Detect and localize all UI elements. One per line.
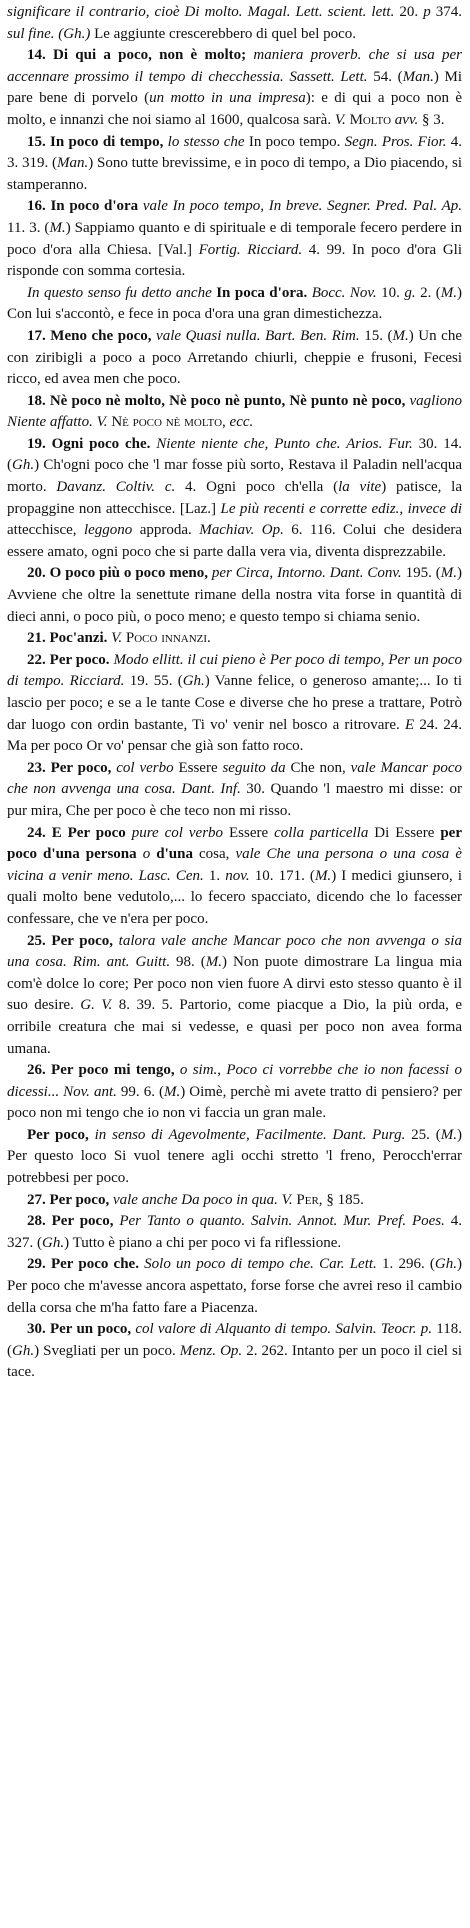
text-run: 6. 116. Colui che desidera essere amato, ogni poco che si parte dalla vera via, diventa disprezzabile. — [7, 522, 463, 560]
text-run: 28. Per poco, — [27, 1213, 120, 1230]
text-run: Per poco, — [27, 1126, 95, 1143]
text-run: vale In poco tempo, In breve. Segner. Pred. Pal. Ap. — [142, 198, 462, 215]
text-run: ) Per questo loco Si vuol tenere agli occhi stretto 'l freno, Perocch'errar potrebbesi per poco. — [7, 1126, 462, 1187]
text-run: Gh. — [42, 1234, 65, 1251]
text-run: ) Non puote dimostrare La lingua mia com'è dolce lo core; Per poco non vien fuore A dirvi esto stesso quanto è il suo desire. — [7, 954, 462, 1014]
text-run: Bocc. Nov. — [311, 284, 382, 301]
entry-paragraph — [7, 758, 462, 823]
text-run: M. — [314, 867, 332, 884]
entry-paragraph — [7, 823, 462, 931]
text-run: pure col verbo — [131, 824, 229, 841]
text-run: 1. — [208, 867, 226, 884]
text-run: significare il contrario, cioè Di molto. Magal. Lett. scient. lett. — [7, 4, 400, 20]
text-run: col valore di Alquanto di tempo. Salvin. Teocr. p. — [135, 1321, 437, 1338]
text-run: ) Un che con ziribigli a poco a poco Arretando chiurli, cheppie e frusoni, Fecesi ricco, ed avea men che poco. — [7, 327, 463, 388]
text-run: M. — [49, 219, 66, 236]
text-run: approda. — [139, 522, 200, 539]
text-run: Segn. Pros. Fior. — [344, 133, 451, 150]
text-run: Le aggiunte crescerebbero di quel bel poco. — [94, 25, 357, 42]
text-run: 8. 39. 5. Partorio, come piacque a Dio, la più orda, e orribile creatura che mai si vedesse, e quasi per poco non avea forma umana. — [7, 997, 463, 1057]
text-run: Menz. Op. — [179, 1342, 247, 1359]
text-run: 24. E Per poco — [27, 824, 132, 841]
text-run: colla particella — [274, 824, 375, 841]
text-run: 22. Per poco. — [27, 651, 114, 668]
text-run: Che non, — [290, 759, 351, 776]
text-run: Man. — [57, 155, 89, 172]
text-run: 15. ( — [364, 327, 393, 344]
entry-paragraph — [7, 326, 462, 391]
entry-paragraph — [7, 45, 462, 131]
text-run: 25. Per poco, — [27, 932, 119, 949]
entry-paragraph — [7, 132, 462, 197]
text-run: M. — [205, 954, 223, 971]
entry-paragraph — [7, 1254, 462, 1319]
text-run: Essere — [228, 824, 275, 841]
text-run: ) patisce, la propaggine non attecchisce. [Laz.] — [7, 479, 462, 517]
text-run: 10. — [381, 284, 405, 301]
text-run: Davanz. Coltiv. c. — [56, 479, 186, 496]
text-run: ) Per poco che m'avesse ancora aspettato, forse forse che avrei reso il cambio della corsa che m'ha fatto fare a Piacenza. — [7, 1256, 463, 1316]
text-run: ) Mi pare bene di porvelo ( — [7, 68, 463, 107]
text-run: 11. 3. ( — [7, 219, 50, 236]
text-run: 30. Quando 'l maestro mi disse: or pur mira, Che per poco è che teco non mi risso. — [7, 781, 463, 819]
text-run: V. — [334, 111, 350, 128]
text-run: la vite — [338, 479, 382, 496]
text-run: Nè poco nè molto, — [111, 414, 230, 431]
text-run: ) Tutto è piano a chi per poco vi fa riflessione. — [64, 1234, 342, 1251]
text-run: ecc. — [229, 414, 254, 431]
text-run: 99. 6. ( — [120, 1083, 164, 1100]
entry-paragraph — [7, 650, 462, 758]
text-run: M. — [440, 565, 458, 582]
text-run: 2. 262. Intanto per un poco il ciel si tace. — [7, 1342, 462, 1381]
text-run: 4. 327. ( — [7, 1213, 462, 1251]
text-run: Man. — [402, 68, 434, 85]
text-run: ) Ch'ogni poco che 'l mar fosse più sorto, Restava il Paladin nell'acqua morto. — [7, 457, 462, 496]
text-run: 20. O poco più o poco meno, — [27, 565, 212, 582]
text-run: 4. Ogni poco ch'ella ( — [185, 479, 339, 496]
text-run: 15. In poco di tempo, — [27, 133, 168, 150]
text-run: 4. 3. 319. ( — [7, 133, 462, 172]
text-run: nov. — [225, 867, 255, 884]
text-run: V. — [111, 630, 126, 647]
text-run: talora vale anche Mancar poco che non avvenga o sia una cosa. Rim. ant. Guitt. — [7, 932, 462, 971]
text-run: Gh. — [182, 673, 205, 690]
text-run: Di Essere — [374, 824, 441, 841]
text-run: In poco tempo. — [248, 133, 345, 150]
text-run: vale Mancar poco che non avvenga una cosa. Dant. Inf. — [7, 759, 462, 798]
text-run: 24. 24. Ma per poco Or vo' pensar che già son fatto roco. — [7, 716, 462, 755]
text-run: cosa, — [199, 846, 236, 863]
text-run: Gh. — [434, 1256, 458, 1273]
text-run: ) Con lui s'accontò, e fece in poca d'ora una gran dimestichezza. — [7, 284, 463, 323]
text-run: col verbo — [116, 759, 179, 776]
text-run: 18. Nè poco nè molto, Nè poco nè punto, Nè punto nè poco, — [27, 392, 410, 409]
text-run: 30. Per un poco, — [27, 1321, 136, 1338]
text-run: § 185. — [326, 1191, 364, 1208]
text-run: sul fine. (Gh.) — [7, 25, 95, 42]
text-run: 19. 55. ( — [129, 673, 183, 690]
entry-paragraph — [7, 2, 462, 45]
text-run: o — [142, 846, 157, 863]
text-run: 374. — [435, 4, 463, 20]
text-run: Molto — [349, 111, 395, 128]
text-run: Modo ellitt. il cui pieno è Per poco di tempo, Per un poco di tempo. Ricciard. — [7, 651, 462, 690]
text-run: E — [404, 716, 420, 733]
text-run: Solo un poco di tempo che. Car. Lett. — [144, 1256, 383, 1273]
text-run: Essere — [178, 759, 223, 776]
text-run: per Circa, Intorno. Dant. Conv. — [211, 565, 406, 582]
text-run: Per, — [296, 1191, 327, 1208]
text-run: Per Tanto o quanto. Salvin. Annot. Mur. Pref. Poes. — [119, 1213, 451, 1230]
text-run: 20. — [399, 4, 424, 20]
text-run: ) Oimè, perchè mi avete tratto di pensiero? per poco non mi tengo che io non vi faccia un gran male. — [7, 1083, 462, 1122]
text-run: g. — [404, 284, 421, 301]
text-run: 98. ( — [176, 954, 206, 971]
entry-paragraph — [7, 628, 462, 650]
text-run: Niente niente che, Punto che. Arios. Fur. — [156, 435, 419, 452]
text-run: ) Sappiamo quanto e di spirituale e di temporale fecero perdere in poco d'ora alla Chiesa. [Val.] — [7, 219, 462, 258]
text-run: avv. — [394, 111, 422, 128]
text-run: ) Svegliati per un poco. — [34, 1342, 180, 1359]
text-run: In poca d'ora. — [216, 284, 312, 301]
text-run: 27. Per poco, — [27, 1191, 113, 1208]
text-run: un motto in una impresa — [149, 90, 306, 107]
text-run: ) Avviene che oltre la senettute rimane della nostra vita forse in quantità di dieci anni, o poco più, o poco meno; e questo tempo si chiama senio. — [7, 565, 463, 625]
text-run: M. — [440, 1126, 457, 1143]
entry-paragraph — [7, 434, 462, 564]
text-run: d'una — [156, 846, 200, 863]
text-run: In questo senso fu detto anche — [27, 284, 217, 301]
text-run: 19. Ogni poco che. — [27, 435, 157, 452]
entry-paragraph — [7, 196, 462, 282]
text-run: 2. ( — [420, 284, 441, 301]
text-run: 21. Poc'anzi. — [27, 630, 112, 647]
text-run: Fortig. Ricciard. — [198, 241, 309, 258]
entry-paragraph — [7, 391, 462, 434]
text-run: M. — [163, 1083, 181, 1100]
text-run: 30. 14. ( — [7, 435, 462, 474]
text-run: 26. Per poco mi tengo, — [27, 1062, 180, 1079]
text-run: ): e di qui a poco non è molto, e innanzi che noi siamo al 1600, qualcosa sarà. — [7, 90, 462, 128]
text-run: 118. ( — [7, 1321, 462, 1359]
text-run: seguito da — [222, 759, 291, 776]
text-run: 10. 171. ( — [254, 867, 315, 884]
entry-paragraph — [7, 283, 462, 326]
text-run: 54. ( — [373, 68, 403, 85]
text-run: 195. ( — [405, 565, 441, 582]
text-run: per poco d'una persona — [7, 824, 462, 863]
entry-paragraph — [7, 1190, 462, 1212]
text-run: p — [423, 4, 436, 20]
text-run: vagliono Niente affatto. V. — [7, 392, 462, 431]
text-run: leggono — [83, 522, 140, 539]
text-run: lo stesso che — [167, 133, 249, 150]
text-run: in senso di Agevolmente, Facilmente. Dant. Purg. — [94, 1126, 412, 1143]
text-run: ) Vanne felice, o generoso amante;... Io ti lascio per poco; e se a le tante Cose e diverse che ho prese a trattare, Potrò dar luogo con ordin bastante, Ti vo' venir nel bosco a ritrovare. — [7, 673, 463, 733]
text-run: § 3. — [421, 111, 445, 128]
text-run: G. V. — [80, 997, 119, 1014]
text-run: 25. ( — [411, 1126, 441, 1143]
entry-paragraph — [7, 1125, 462, 1190]
entry-paragraph — [7, 563, 462, 628]
text-run: 4. 99. In poco d'ora Gli risponde con somma cortesia. — [7, 241, 462, 280]
text-run: maniera proverb. che si usa per accennare prossimo il tempo di checchessia. Sassett. Lett. — [7, 47, 462, 85]
text-run: 17. Meno che poco, — [27, 327, 157, 344]
entry-paragraph — [7, 1211, 462, 1254]
text-run: attecchisce, — [7, 522, 84, 539]
text-run: Le più recenti e corrette ediz., invece di — [220, 500, 463, 517]
text-run: Machiav. Op. — [199, 522, 292, 539]
text-run: M. — [392, 327, 409, 344]
text-run: vale Che una persona o una cosa è vicina a venir meno. Lasc. Cen. — [7, 846, 462, 884]
text-run: vale anche Da poco in qua. V. — [112, 1191, 297, 1208]
text-run: vale Quasi nulla. Bart. Ben. Rim. — [156, 327, 365, 344]
text-run: Gh. — [12, 457, 35, 474]
entry-paragraph — [7, 931, 462, 1061]
text-run: 1. 296. ( — [382, 1256, 435, 1273]
text-run: Poco innanzi. — [125, 630, 211, 647]
text-run: ) I medici giunsero, i quali molto bene vedutolo,... lo fecero spacciato, dicendo che lo facesser confessare, che ve n'era per poco. — [7, 867, 463, 927]
text-run: ) Sono tutte brevissime, e in poco di tempo, a Dio piacendo, si stamperanno. — [7, 155, 463, 193]
text-run: 16. In poco d'ora — [27, 198, 143, 215]
entry-paragraph — [7, 1319, 462, 1384]
text-run: 29. Per poco che. — [27, 1256, 145, 1273]
text-run: Gh. — [12, 1342, 35, 1359]
text-run: M. — [440, 284, 458, 301]
text-run: 23. Per poco, — [27, 759, 117, 776]
entry-paragraph — [7, 1060, 462, 1125]
text-run: 14. Di qui a poco, non è molto; — [27, 47, 254, 64]
text-run: o sim., Poco ci vorrebbe che io non facessi o dicessi... Nov. ant. — [7, 1062, 462, 1100]
